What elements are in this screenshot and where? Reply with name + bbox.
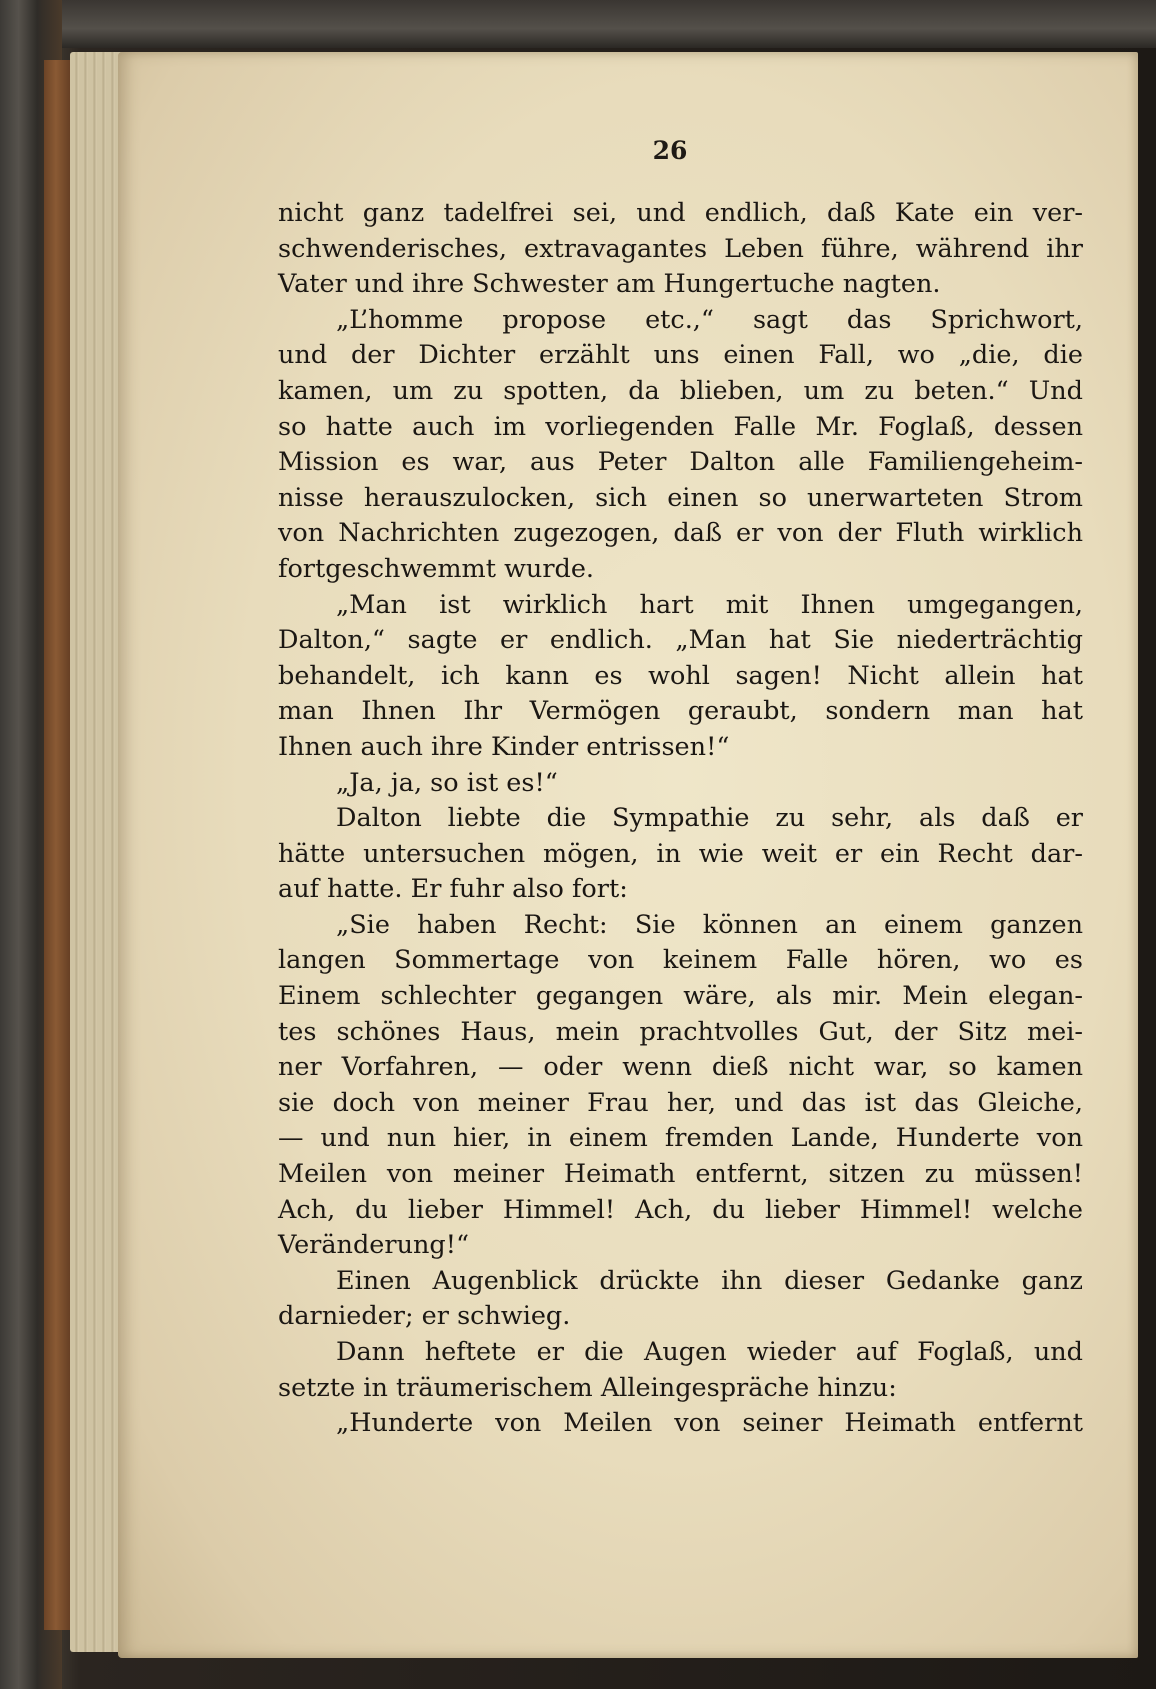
text-line: ner Vorfahren, — oder wenn dieß nicht war, so kamen [278,1052,1083,1083]
text-line: „Man ist wirklich hart mit Ihnen umgegangen, [336,589,1083,620]
text-body [278,196,1083,1442]
text-line: hätte untersuchen mögen, in wie weit er ein Recht dar- [278,838,1083,869]
page-number: 26 [652,136,688,165]
text-line: darnieder; er schwieg. [278,1301,571,1332]
text-line: auf hatte. Er fuhr also fort: [278,874,628,905]
text-line: Einen Augenblick drückte ihn dieser Gedanke ganz [336,1265,1083,1296]
book-top-edge [0,0,1156,48]
text-line: „L’homme propose etc.,“ sagt das Sprichwort, [336,304,1083,335]
text-line: kamen, um zu spotten, da blieben, um zu beten.“ Und [278,375,1083,406]
text-line: „Sie haben Recht: Sie können an einem ganzen [336,909,1083,940]
text-line: langen Sommertage von keinem Falle hören, wo es [278,945,1083,976]
text-line: man Ihnen Ihr Vermögen geraubt, sondern man hat [278,696,1083,727]
text-line: „Hunderte von Meilen von seiner Heimath entfernt [336,1408,1083,1439]
text-line: tes schönes Haus, mein prachtvolles Gut, der Sitz mei- [278,1016,1083,1047]
text-line: „Ja, ja, so ist es!“ [336,767,558,798]
text-line: Dalton liebte die Sympathie zu sehr, als daß er [336,803,1083,834]
text-line: schwenderisches, extravagantes Leben führe, während ihr [278,233,1083,264]
text-line: behandelt, ich kann es wohl sagen! Nicht allein hat [278,660,1083,691]
text-line: Ach, du lieber Himmel! Ach, du lieber Himmel! welche [278,1194,1083,1225]
text-line: Dann heftete er die Augen wieder auf Foglaß, und [336,1337,1083,1367]
text-line: fortgeschwemmt wurde. [278,553,595,584]
text-line: Dalton,“ sagte er endlich. „Man hat Sie niederträchtig [278,625,1083,656]
text-line: — und nun hier, in einem fremden Lande, Hunderte von [278,1123,1083,1154]
text-line: Vater und ihre Schwester am Hungertuche nagten. [278,269,941,300]
text-line: nisse herauszulocken, sich einen so unerwarteten Strom [278,482,1083,513]
text-line: nicht ganz tadelfrei sei, und endlich, daß Kate ein ver- [278,198,1083,228]
text-line: und der Dichter erzählt uns einen Fall, wo „die, die [278,340,1083,371]
text-line: setzte in träumerischem Alleingespräche hinzu: [278,1372,897,1403]
text-line: Veränderung!“ [278,1230,470,1261]
text-line: Meilen von meiner Heimath entfernt, sitzen zu müssen! [278,1159,1083,1190]
text-line: Einem schlechter gegangen wäre, als mir. Mein elegan- [278,981,1083,1012]
text-line: Mission es war, aus Peter Dalton alle Familiengeheim- [278,447,1083,478]
text-line: so hatte auch im vorliegenden Falle Mr. Foglaß, dessen [278,411,1083,442]
text-line: von Nachrichten zugezogen, daß er von der Fluth wirklich [278,518,1083,549]
text-line: sie doch von meiner Frau her, und das ist das Gleiche, [278,1087,1083,1118]
text-line: Ihnen auch ihre Kinder entrissen!“ [278,731,730,762]
